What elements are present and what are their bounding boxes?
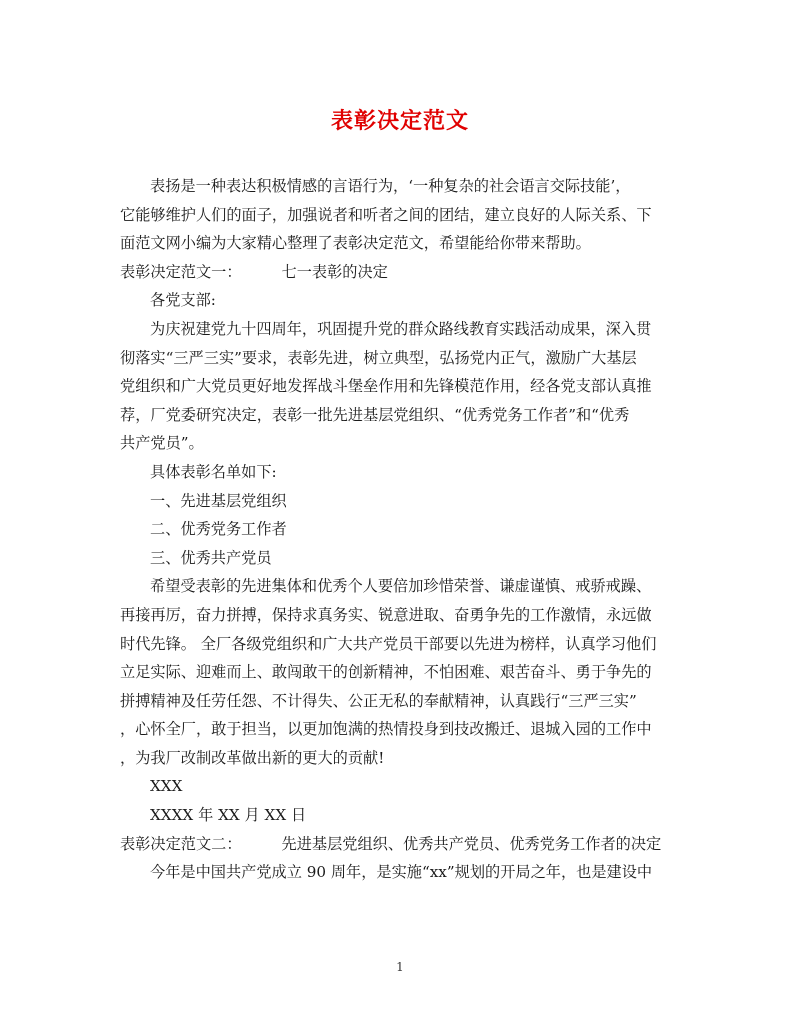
list-item: 二、优秀党务工作者: [150, 520, 287, 539]
text-line: 时代先锋。 全厂各级党组织和广大共产党员干部要以先进为榜样，认真学习他们: [120, 634, 657, 653]
text-line: 拼搏精神及任劳任怨、不计得失、公正无私的奉献精神，认真践行“三严三实”: [120, 691, 637, 710]
list-item: 一、先进基层党组织: [150, 491, 287, 510]
sample2-label: 表彰决定范文二：: [120, 834, 242, 853]
text-line: 今年是中国共产党成立 90 周年，是实施“xx”规划的开局之年，也是建设中: [150, 863, 653, 882]
intro-paragraph: [120, 172, 680, 258]
page-title: 表彰决定范文: [330, 108, 469, 134]
sample1-heading: 七一表彰的决定: [281, 262, 388, 281]
document-body: [120, 172, 680, 887]
text-line: 面范文网小编为大家精心整理了表彰决定范文，希望能给你带来帮助。: [120, 234, 591, 253]
page-number: 1: [396, 960, 404, 974]
signature: XXX: [150, 777, 183, 796]
sample1-label: 表彰决定范文一：: [120, 262, 242, 281]
date: XXXX 年 XX 月 XX 日: [150, 806, 307, 825]
text-line: 共产党员”。: [120, 434, 204, 453]
sample2-heading: 先进基层党组织、优秀共产党员、优秀党务工作者的决定: [281, 834, 662, 853]
sample1-paragraph-2: [120, 572, 680, 772]
text-line: 为庆祝建党九十四周年，巩固提升党的群众路线教育实践活动成果，深入贯: [150, 319, 652, 338]
text-line: 党组织和广大党员更好地发挥战斗堡垒作用和先锋模范作用，经各党支部认真推: [120, 377, 652, 396]
sample2-heading-line: [120, 830, 680, 859]
text-line: 它能够维护人们的面子，加强说者和听者之间的团结，建立良好的人际关系、下: [120, 205, 652, 224]
text-line: 表扬是一种表达积极情感的言语行为，‘一种复杂的社会语言交际技能’，: [150, 177, 631, 195]
text-line: ，为我厂改制改革做出新的更大的贡献!: [120, 748, 385, 767]
list-item: 三、优秀共产党员: [150, 548, 272, 567]
text-line: 立足实际、迎难而上、敢闯敢干的创新精神，不怕困难、艰苦奋斗、勇于争先的: [120, 663, 652, 682]
list-intro: 具体表彰名单如下:: [150, 462, 277, 481]
text-line: 荐，厂党委研究决定，表彰一批先进基层党组织、“优秀党务工作者”和“优秀: [120, 405, 630, 424]
text-line: ，心怀全厂，敢于担当，以更加饱满的热情投身到技改搬迁、退城入园的工作中: [120, 720, 652, 739]
salutation: 各党支部:: [150, 291, 216, 310]
text-line: 彻落实“三严三实”要求，表彰先进，树立典型，弘扬党内正气，激励广大基层: [120, 348, 637, 367]
text-line: 再接再厉，奋力拼搏，保持求真务实、锐意进取、奋勇争先的工作激情，永远做: [120, 605, 652, 624]
sample1-paragraph-1: [120, 315, 680, 458]
text-line: 希望受表彰的先进集体和优秀个人要倍加珍惜荣誉、谦虚谨慎、戒骄戒躁、: [150, 577, 652, 596]
sample2-paragraph-1: [120, 858, 680, 887]
sample1-heading-line: [120, 258, 680, 287]
